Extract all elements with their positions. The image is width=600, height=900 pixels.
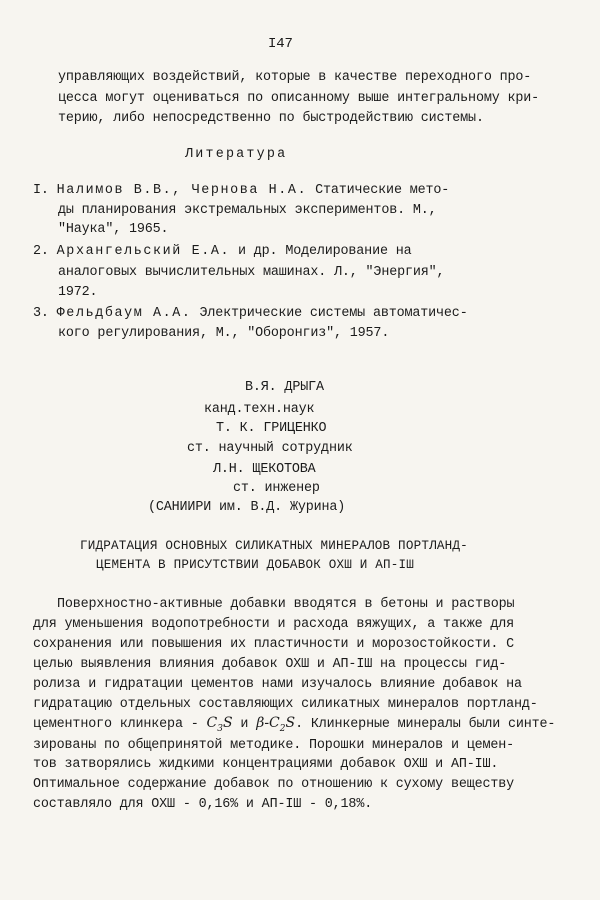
body-line-clinker xyxy=(33,715,555,737)
author-position-2: ст. научный сотрудник xyxy=(187,441,353,456)
reference-number: 3. xyxy=(33,306,49,321)
author-affiliation: (САНИИРИ им. В.Д. Журина) xyxy=(148,500,346,515)
intro-line-2: цесса могут оцениваться по описанному выше интегральному кри- xyxy=(58,91,540,106)
author-name-3: Л.Н. ЩЕКОТОВА xyxy=(213,462,316,477)
body-line-5: ролиза и гидратации цементов нами изучалось влияние добавок на xyxy=(33,677,522,692)
reference-authors: Фельдбаум А.А. xyxy=(56,306,192,321)
reference-1-cont-1: ды планирования экстремальных экспериментов. М., xyxy=(58,203,437,218)
reference-number: I. xyxy=(33,183,49,198)
clinker-and: и xyxy=(232,717,257,732)
reference-authors: Архангельский Е.А. xyxy=(56,244,231,259)
body-line-1: Поверхностно-активные добавки вводятся в бетоны и растворы xyxy=(57,597,515,612)
clinker-text-after: . Клинкерные минералы были синте- xyxy=(295,717,556,732)
reference-text: Электрические системы автоматичес- xyxy=(191,306,468,321)
body-line-9: тов затворялись жидкими концентрациями добавок ОХШ и АП-IШ. xyxy=(33,757,499,772)
article-title-line-2: ЦЕМЕНТА В ПРИСУТСТВИИ ДОБАВОК ОХШ И АП-IШ xyxy=(96,558,415,572)
body-line-8: зированы по общепринятой методике. Порошки минералов и цемен- xyxy=(33,738,515,753)
reference-text: Статические мето- xyxy=(307,183,450,198)
body-line-4: целью выявления влияния добавок ОХШ и АП-IШ на процессы гид- xyxy=(33,657,507,672)
c2s-formula: $\beta-C_2S$ xyxy=(256,715,296,734)
reference-2-cont-1: аналоговых вычислительных машинах. Л., "Энергия", xyxy=(58,265,445,280)
reference-text: и др. Моделирование на xyxy=(230,244,412,259)
body-line-2: для уменьшения водопотребности и расхода вяжущих, а также для xyxy=(33,617,515,632)
reference-number: 2. xyxy=(33,244,49,259)
body-line-6: гидратацию отдельных составляющих силикатных минералов портланд- xyxy=(33,697,538,712)
author-position-3: ст. инженер xyxy=(233,481,320,496)
reference-2-cont-2: 1972. xyxy=(58,285,98,300)
reference-3 xyxy=(33,306,468,322)
body-line-11: составляло для ОХШ - 0,16% и АП-IШ - 0,18%. xyxy=(33,797,373,812)
reference-1 xyxy=(33,183,449,199)
page-number: I47 xyxy=(268,36,293,52)
author-name-2: Т. К. ГРИЦЕНКО xyxy=(216,421,327,436)
reference-authors: Налимов В.В., Чернова Н.А. xyxy=(56,183,308,198)
article-title-line-1: ГИДРАТАЦИЯ ОСНОВНЫХ СИЛИКАТНЫХ МИНЕРАЛОВ ПОРТЛАНД- xyxy=(80,539,468,553)
c3s-formula: $C_3S$ xyxy=(206,715,233,734)
body-line-3: сохранения или повышения их пластичности и морозостойкости. С xyxy=(33,637,515,652)
clinker-text-before: цементного клинкера - xyxy=(33,717,207,732)
author-degree-1: канд.техн.наук xyxy=(204,402,315,417)
intro-line-3: терию, либо непосредственно по быстродействию системы. xyxy=(58,111,484,126)
reference-2 xyxy=(33,244,412,260)
intro-line-1: управляющих воздействий, которые в качестве переходного про- xyxy=(58,70,532,85)
author-name-1: В.Я. ДРЫГА xyxy=(245,380,324,395)
body-line-10: Оптимальное содержание добавок по отношению к сухому веществу xyxy=(33,777,515,792)
reference-3-cont-1: кого регулирования, М., "Оборонгиз", 1957. xyxy=(58,326,390,341)
reference-1-cont-2: "Наука", 1965. xyxy=(58,222,169,237)
literature-heading: Литература xyxy=(185,147,288,162)
